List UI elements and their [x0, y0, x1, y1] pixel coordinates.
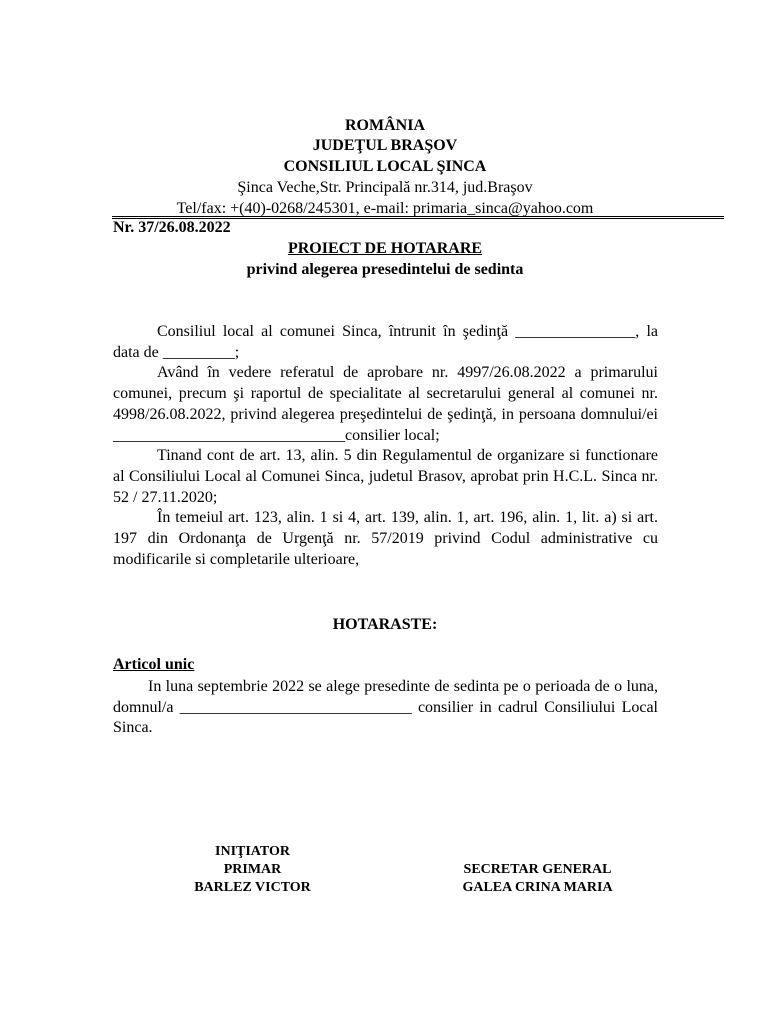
header-council: CONSILIUL LOCAL ŞINCA — [283, 158, 487, 175]
document-number: Nr. 37/26.08.2022 — [113, 219, 231, 236]
signature-secretary-role: SECRETAR GENERAL — [463, 862, 612, 877]
signature-mayor-role: PRIMAR — [223, 862, 282, 877]
signature-initiator — [180, 843, 325, 897]
paragraph-referat: Având în vedere referatul de aprobare nr. 4997/26.08.2022 a primarului comunei, precum şi raportul de specialitate al secretarului general al comunei nr. 4998/26.08.2022, privind alegerea preşedintelui de şedinţă, in persoana domnului/ei _____________________________consilier local; — [113, 364, 658, 444]
signature-mayor-name: BARLEZ VICTOR — [194, 880, 311, 895]
preamble — [113, 322, 658, 570]
signature-secretary — [445, 861, 630, 897]
article-title: Articol unic — [113, 656, 195, 673]
paragraph-temei: În temeiul art. 123, alin. 1 si 4, art. 139, alin. 1, art. 196, alin. 1, lit. a) si art. 197 din Ordonanţa de Urgenţă nr. 57/2019 privind Codul administrative cu modificarile si completarile ulterioare, — [113, 509, 658, 568]
header-country: ROMÂNIA — [345, 117, 425, 134]
article-body — [113, 677, 658, 739]
paragraph-session: Consiliul local al comunei Sinca, întrunit în şedinţă _______________, la data de _________; — [113, 323, 658, 361]
document-title: PROIECT DE HOTARARE — [287, 240, 483, 257]
header-address: Şinca Veche,Str. Principală nr.314, jud.Braşov — [237, 179, 533, 196]
decision-heading: HOTARASTE: — [332, 616, 438, 633]
signature-initiator-role: INIŢIATOR — [215, 844, 290, 859]
paragraph-regulament: Tinand cont de art. 13, alin. 5 din Regulamentul de organizare si functionare al Consiliului Local al Comunei Sinca, judetul Brasov, aprobat prin H.C.L. Sinca nr. 52 / 27.11.2020; — [113, 447, 658, 506]
header-county: JUDEŢUL BRAŞOV — [312, 137, 458, 154]
header-contact: Tel/fax: +(40)-0268/245301, e-mail: primaria_sinca@yahoo.com — [176, 200, 594, 217]
article-text: In luna septembrie 2022 se alege presedinte de sedinta pe o perioada de o luna, domnul/a _____________________________ consilier in cadrul Consiliului Local Sinca. — [113, 678, 658, 737]
signature-secretary-name: GALEA CRINA MARIA — [462, 880, 613, 895]
document-subtitle: privind alegerea presedintelui de sedinta — [246, 261, 524, 278]
